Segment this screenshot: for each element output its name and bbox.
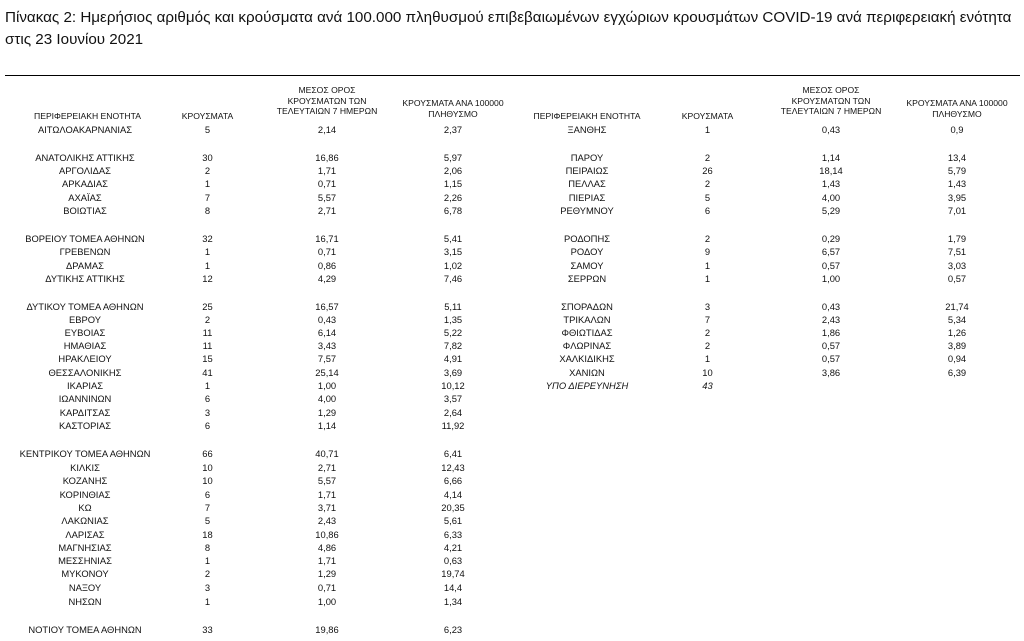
cell-avg: 1,14: [317, 420, 337, 431]
table-row: [0, 420, 1024, 432]
cell-per100k: 1,34: [443, 596, 463, 607]
cell-per100k: 6,33: [443, 529, 463, 540]
table-row: [0, 529, 1024, 541]
cell-region: ΧΑΝΙΩΝ: [569, 367, 605, 378]
cell-per100k: 3,69: [443, 367, 463, 378]
cell-per100k: 3,03: [947, 260, 967, 271]
cell-cases: 26: [702, 165, 713, 176]
cell-avg: 0,86: [317, 260, 337, 271]
cell-cases: 3: [204, 407, 211, 418]
cell-avg: 10,86: [315, 529, 339, 540]
cell-per100k: 3,95: [947, 192, 967, 203]
cell-cases: 3: [704, 301, 711, 312]
cell-per100k: 6,66: [443, 475, 463, 486]
cell-cases: 7: [204, 502, 211, 513]
cell-per100k: 3,57: [443, 393, 463, 404]
cell-cases: 1: [704, 260, 711, 271]
cell-cases: 12: [202, 273, 213, 284]
cell-cases: 9: [704, 246, 711, 257]
cell-avg: 18,14: [819, 165, 843, 176]
cell-cases: 1: [204, 596, 211, 607]
cell-per100k: 6,78: [443, 205, 463, 216]
cell-region: ΙΩΑΝΝΙΝΩΝ: [58, 393, 112, 404]
cell-region: ΕΥΒΟΙΑΣ: [64, 327, 106, 338]
cell-cases: 8: [204, 542, 211, 553]
cell-avg: 3,43: [317, 340, 337, 351]
cell-avg: 16,86: [315, 152, 339, 163]
cell-avg: 40,71: [315, 448, 339, 459]
table-row: [0, 475, 1024, 487]
cell-avg: 0,71: [317, 582, 337, 593]
table-row: [0, 192, 1024, 204]
cell-per100k: 7,46: [443, 273, 463, 284]
cell-avg: 4,00: [317, 393, 337, 404]
cell-cases: 2: [704, 178, 711, 189]
cell-per100k: 5,11: [444, 301, 462, 312]
cell-avg: 5,29: [821, 205, 841, 216]
cell-avg: 2,43: [821, 314, 841, 325]
cell-cases: 33: [202, 624, 213, 635]
cell-cases: 1: [204, 260, 211, 271]
right-header-per100k: ΚΡΟΥΣΜΑΤΑ ΑΝΑ 100000 ΠΛΗΘΥΣΜΟ: [906, 98, 1008, 119]
cell-region: ΚΑΡΔΙΤΣΑΣ: [59, 407, 111, 418]
right-header-avg: ΜΕΣΟΣ ΟΡΟΣ ΚΡΟΥΣΜΑΤΩΝ ΤΩΝ ΤΕΛΕΥΤΑΙΩΝ 7 ΗΜΕΡΩΝ: [780, 85, 882, 116]
table-row: [0, 178, 1024, 190]
cell-avg: 2,71: [317, 205, 337, 216]
cell-avg: 1,00: [317, 380, 337, 391]
cell-per100k: 1,79: [947, 233, 967, 244]
cell-avg: 1,29: [317, 568, 337, 579]
cell-avg: 2,14: [317, 124, 337, 135]
cell-cases: 2: [704, 340, 711, 351]
cell-region: ΠΑΡΟΥ: [570, 152, 604, 163]
cell-region: ΛΑΡΙΣΑΣ: [65, 529, 105, 540]
cell-per100k: 12,43: [441, 462, 465, 473]
cell-avg: 16,57: [315, 301, 339, 312]
cell-avg: 6,14: [317, 327, 337, 338]
cell-region: ΒΟΙΩΤΙΑΣ: [63, 205, 107, 216]
cell-cases: 2: [204, 568, 211, 579]
table-row: [0, 448, 1024, 460]
cell-cases: 7: [704, 314, 711, 325]
cell-per100k: 6,41: [443, 448, 463, 459]
cell-avg: 25,14: [315, 367, 339, 378]
cell-region: ΒΟΡΕΙΟΥ ΤΟΜΕΑ ΑΘΗΝΩΝ: [25, 233, 145, 244]
cell-cases: 3: [204, 582, 211, 593]
cell-region: ΣΑΜΟΥ: [570, 260, 604, 271]
cell-region: ΑΧΑΪΑΣ: [68, 192, 102, 203]
cell-per100k: 4,21: [443, 542, 463, 553]
cell-cases: 1: [704, 273, 711, 284]
page-title: Πίνακας 2: Ημερήσιος αριθμός και κρούσματα ανά 100.000 πληθυσμού επιβεβαιωμένων εγχώριων κρουσμάτων COVID-19 ανά περιφερειακή ενότητα στις 23 Ιουνίου 2021: [5, 9, 1012, 48]
cell-per100k: 3,15: [443, 246, 463, 257]
cell-cases: 2: [704, 233, 711, 244]
cell-avg: 1,71: [317, 165, 337, 176]
table-row: [0, 568, 1024, 580]
cell-avg: 2,71: [317, 462, 337, 473]
table-row: [0, 152, 1024, 164]
table-row: [0, 515, 1024, 527]
cell-per100k: 5,97: [443, 152, 463, 163]
cell-cases: 10: [702, 367, 713, 378]
cell-avg: 0,29: [821, 233, 841, 244]
cell-per100k: 2,37: [443, 124, 463, 135]
cell-region: ΚΟΖΑΝΗΣ: [62, 475, 108, 486]
cell-region: ΗΡΑΚΛΕΙΟΥ: [58, 353, 112, 364]
cell-cases: 6: [204, 420, 211, 431]
table-row: [0, 273, 1024, 285]
table-row: [0, 327, 1024, 339]
cell-cases: 11: [202, 327, 213, 338]
cell-avg: 4,00: [821, 192, 841, 203]
cell-avg: 16,71: [315, 233, 339, 244]
cell-cases: 41: [202, 367, 213, 378]
cell-cases: 2: [204, 165, 211, 176]
left-header-region: ΠΕΡΙΦΕΡΕΙΑΚΗ ΕΝΟΤΗΤΑ: [34, 111, 141, 121]
cell-avg: 1,71: [317, 555, 337, 566]
cell-per100k: 3,89: [947, 340, 967, 351]
table-row: [0, 582, 1024, 594]
cell-region: ΣΠΟΡΑΔΩΝ: [561, 301, 613, 312]
cell-cases: 5: [704, 192, 711, 203]
table-row: [0, 340, 1024, 352]
cell-cases: 1: [704, 124, 711, 135]
right-header-region: ΠΕΡΙΦΕΡΕΙΑΚΗ ΕΝΟΤΗΤΑ: [533, 111, 641, 121]
cell-avg: 0,43: [821, 124, 841, 135]
cell-avg: 4,29: [317, 273, 337, 284]
cell-region: ΔΡΑΜΑΣ: [66, 260, 104, 271]
cell-avg: 4,86: [317, 542, 337, 553]
cell-per100k: 5,61: [443, 515, 463, 526]
cell-cases: 10: [202, 462, 213, 473]
cell-region: ΚΩ: [78, 502, 92, 513]
cell-region: ΥΠΟ ΔΙΕΡΕΥΝΗΣΗ: [545, 380, 629, 391]
cell-per100k: 2,26: [443, 192, 463, 203]
table-row: [0, 246, 1024, 258]
cell-per100k: 0,94: [947, 353, 967, 364]
cell-region: ΦΛΩΡΙΝΑΣ: [562, 340, 612, 351]
cell-cases: 1: [704, 353, 711, 364]
cell-region: ΚΑΣΤΟΡΙΑΣ: [58, 420, 112, 431]
table-row: [0, 233, 1024, 245]
cell-region: ΔΥΤΙΚΟΥ ΤΟΜΕΑ ΑΘΗΝΩΝ: [26, 301, 144, 312]
cell-per100k: 2,64: [443, 407, 463, 418]
table-row: [0, 301, 1024, 313]
left-header-avg: ΜΕΣΟΣ ΟΡΟΣ ΚΡΟΥΣΜΑΤΩΝ ΤΩΝ ΤΕΛΕΥΤΑΙΩΝ 7 ΗΜΕΡΩΝ: [276, 85, 378, 116]
cell-per100k: 0,9: [950, 124, 964, 135]
cell-region: ΓΡΕΒΕΝΩΝ: [59, 246, 111, 257]
table-row: [0, 205, 1024, 217]
table-row: [0, 542, 1024, 554]
cell-cases: 2: [704, 152, 711, 163]
table-row: [0, 624, 1024, 636]
cell-region: ΧΑΛΚΙΔΙΚΗΣ: [559, 353, 615, 364]
table-row: [0, 314, 1024, 326]
cell-per100k: 6,39: [947, 367, 967, 378]
cell-per100k: 19,74: [441, 568, 465, 579]
table-row: [0, 596, 1024, 608]
cell-cases: 1: [204, 178, 211, 189]
cell-cases: 2: [204, 314, 211, 325]
cell-per100k: 6,23: [443, 624, 463, 635]
left-header-per100k: ΚΡΟΥΣΜΑΤΑ ΑΝΑ 100000 ΠΛΗΘΥΣΜΟ: [402, 98, 504, 119]
cell-avg: 3,71: [317, 502, 337, 513]
cell-per100k: 1,26: [947, 327, 967, 338]
cell-per100k: 20,35: [441, 502, 465, 513]
table-row: [0, 260, 1024, 272]
cell-avg: 2,43: [317, 515, 337, 526]
table-row: [0, 393, 1024, 405]
cell-avg: 1,00: [821, 273, 841, 284]
cell-avg: 7,57: [317, 353, 337, 364]
cell-region: ΤΡΙΚΑΛΩΝ: [563, 314, 611, 325]
cell-avg: 0,57: [821, 340, 841, 351]
cell-avg: 1,29: [317, 407, 337, 418]
cell-avg: 1,86: [821, 327, 841, 338]
cell-region: ΠΙΕΡΙΑΣ: [568, 192, 606, 203]
cell-region: ΕΒΡΟΥ: [68, 314, 101, 325]
cell-avg: 6,57: [821, 246, 841, 257]
cell-cases: 43: [702, 380, 713, 391]
cell-region: ΚΟΡΙΝΘΙΑΣ: [59, 489, 111, 500]
cell-region: ΠΕΙΡΑΙΩΣ: [565, 165, 609, 176]
right-header-cases: ΚΡΟΥΣΜΑΤΑ: [681, 111, 734, 121]
cell-per100k: 1,15: [443, 178, 463, 189]
cell-region: ΚΕΝΤΡΙΚΟΥ ΤΟΜΕΑ ΑΘΗΝΩΝ: [19, 448, 151, 459]
cell-cases: 66: [202, 448, 213, 459]
cell-region: ΠΕΛΛΑΣ: [568, 178, 606, 189]
cell-per100k: 4,14: [443, 489, 463, 500]
cell-avg: 0,71: [317, 246, 337, 257]
cell-region: ΣΕΡΡΩΝ: [567, 273, 607, 284]
cell-region: ΜΑΓΝΗΣΙΑΣ: [58, 542, 112, 553]
cell-region: ΑΝΑΤΟΛΙΚΗΣ ΑΤΤΙΚΗΣ: [35, 152, 135, 163]
cell-region: ΑΡΓΟΛΙΔΑΣ: [59, 165, 111, 176]
table-row: [0, 489, 1024, 501]
cell-region: ΗΜΑΘΙΑΣ: [63, 340, 107, 351]
cell-avg: 0,71: [317, 178, 337, 189]
cell-avg: 19,86: [315, 624, 339, 635]
cell-region: ΞΑΝΘΗΣ: [567, 124, 607, 135]
cell-avg: 1,14: [821, 152, 841, 163]
cell-region: ΝΑΞΟΥ: [68, 582, 102, 593]
cell-region: ΝΟΤΙΟΥ ΤΟΜΕΑ ΑΘΗΝΩΝ: [28, 624, 142, 635]
cell-cases: 6: [704, 205, 711, 216]
cell-cases: 6: [204, 489, 211, 500]
cell-region: ΑΙΤΩΛΟΑΚΑΡΝΑΝΙΑΣ: [37, 124, 133, 135]
cell-region: ΛΑΚΩΝΙΑΣ: [61, 515, 109, 526]
cell-per100k: 7,82: [443, 340, 463, 351]
header-divider: [5, 75, 1020, 76]
cell-cases: 1: [204, 246, 211, 257]
cell-cases: 11: [202, 340, 213, 351]
cell-per100k: 5,22: [443, 327, 463, 338]
cell-per100k: 7,51: [947, 246, 967, 257]
table-row: [0, 124, 1024, 136]
cell-per100k: 1,02: [443, 260, 463, 271]
cell-cases: 32: [202, 233, 213, 244]
cell-cases: 5: [204, 515, 211, 526]
cell-region: ΝΗΣΩΝ: [68, 596, 102, 607]
table-row: [0, 555, 1024, 567]
cell-avg: 1,00: [317, 596, 337, 607]
cell-region: ΙΚΑΡΙΑΣ: [66, 380, 104, 391]
cell-per100k: 5,34: [947, 314, 967, 325]
cell-region: ΔΥΤΙΚΗΣ ΑΤΤΙΚΗΣ: [45, 273, 125, 284]
table-row: [0, 367, 1024, 379]
cell-cases: 30: [202, 152, 213, 163]
cell-avg: 0,43: [821, 301, 841, 312]
cell-cases: 1: [204, 555, 211, 566]
cell-region: ΜΥΚΟΝΟΥ: [61, 568, 109, 579]
cell-per100k: 11,92: [441, 420, 465, 431]
cell-avg: 1,43: [821, 178, 841, 189]
table-row: [0, 380, 1024, 392]
cell-cases: 7: [204, 192, 211, 203]
table-row: [0, 502, 1024, 514]
cell-avg: 0,57: [821, 353, 841, 364]
cell-region: ΡΟΔΟΥ: [570, 246, 604, 257]
cell-per100k: 2,06: [443, 165, 463, 176]
cell-cases: 5: [204, 124, 211, 135]
cell-cases: 18: [202, 529, 213, 540]
cell-per100k: 5,79: [947, 165, 967, 176]
cell-region: ΘΕΣΣΑΛΟΝΙΚΗΣ: [48, 367, 122, 378]
cell-region: ΦΘΙΩΤΙΔΑΣ: [561, 327, 613, 338]
table-row: [0, 407, 1024, 419]
cell-avg: 0,57: [821, 260, 841, 271]
cell-per100k: 4,91: [443, 353, 463, 364]
cell-cases: 6: [204, 393, 211, 404]
cell-cases: 10: [202, 475, 213, 486]
cell-cases: 15: [202, 353, 213, 364]
cell-avg: 5,57: [317, 475, 337, 486]
cell-per100k: 21,74: [945, 301, 969, 312]
cell-per100k: 13,4: [947, 152, 967, 163]
cell-cases: 2: [704, 327, 711, 338]
cell-region: ΚΙΛΚΙΣ: [70, 462, 100, 473]
cell-region: ΡΟΔΟΠΗΣ: [563, 233, 611, 244]
table-row: [0, 353, 1024, 365]
cell-cases: 1: [204, 380, 211, 391]
cell-per100k: 1,35: [443, 314, 463, 325]
left-header-cases: ΚΡΟΥΣΜΑΤΑ: [181, 111, 234, 121]
cell-avg: 1,71: [317, 489, 337, 500]
cell-cases: 8: [204, 205, 211, 216]
cell-per100k: 14,4: [443, 582, 463, 593]
cell-cases: 25: [202, 301, 213, 312]
table-row: [0, 462, 1024, 474]
cell-per100k: 7,01: [947, 205, 967, 216]
cell-per100k: 0,57: [947, 273, 967, 284]
cell-per100k: 1,43: [947, 178, 967, 189]
cell-avg: 0,43: [317, 314, 337, 325]
cell-per100k: 0,63: [443, 555, 463, 566]
cell-per100k: 10,12: [441, 380, 465, 391]
cell-region: ΜΕΣΣΗΝΙΑΣ: [58, 555, 112, 566]
cell-avg: 5,57: [317, 192, 337, 203]
cell-avg: 3,86: [821, 367, 841, 378]
cell-per100k: 5,41: [443, 233, 463, 244]
cell-region: ΡΕΘΥΜΝΟΥ: [560, 205, 614, 216]
cell-region: ΑΡΚΑΔΙΑΣ: [62, 178, 108, 189]
table-row: [0, 165, 1024, 177]
